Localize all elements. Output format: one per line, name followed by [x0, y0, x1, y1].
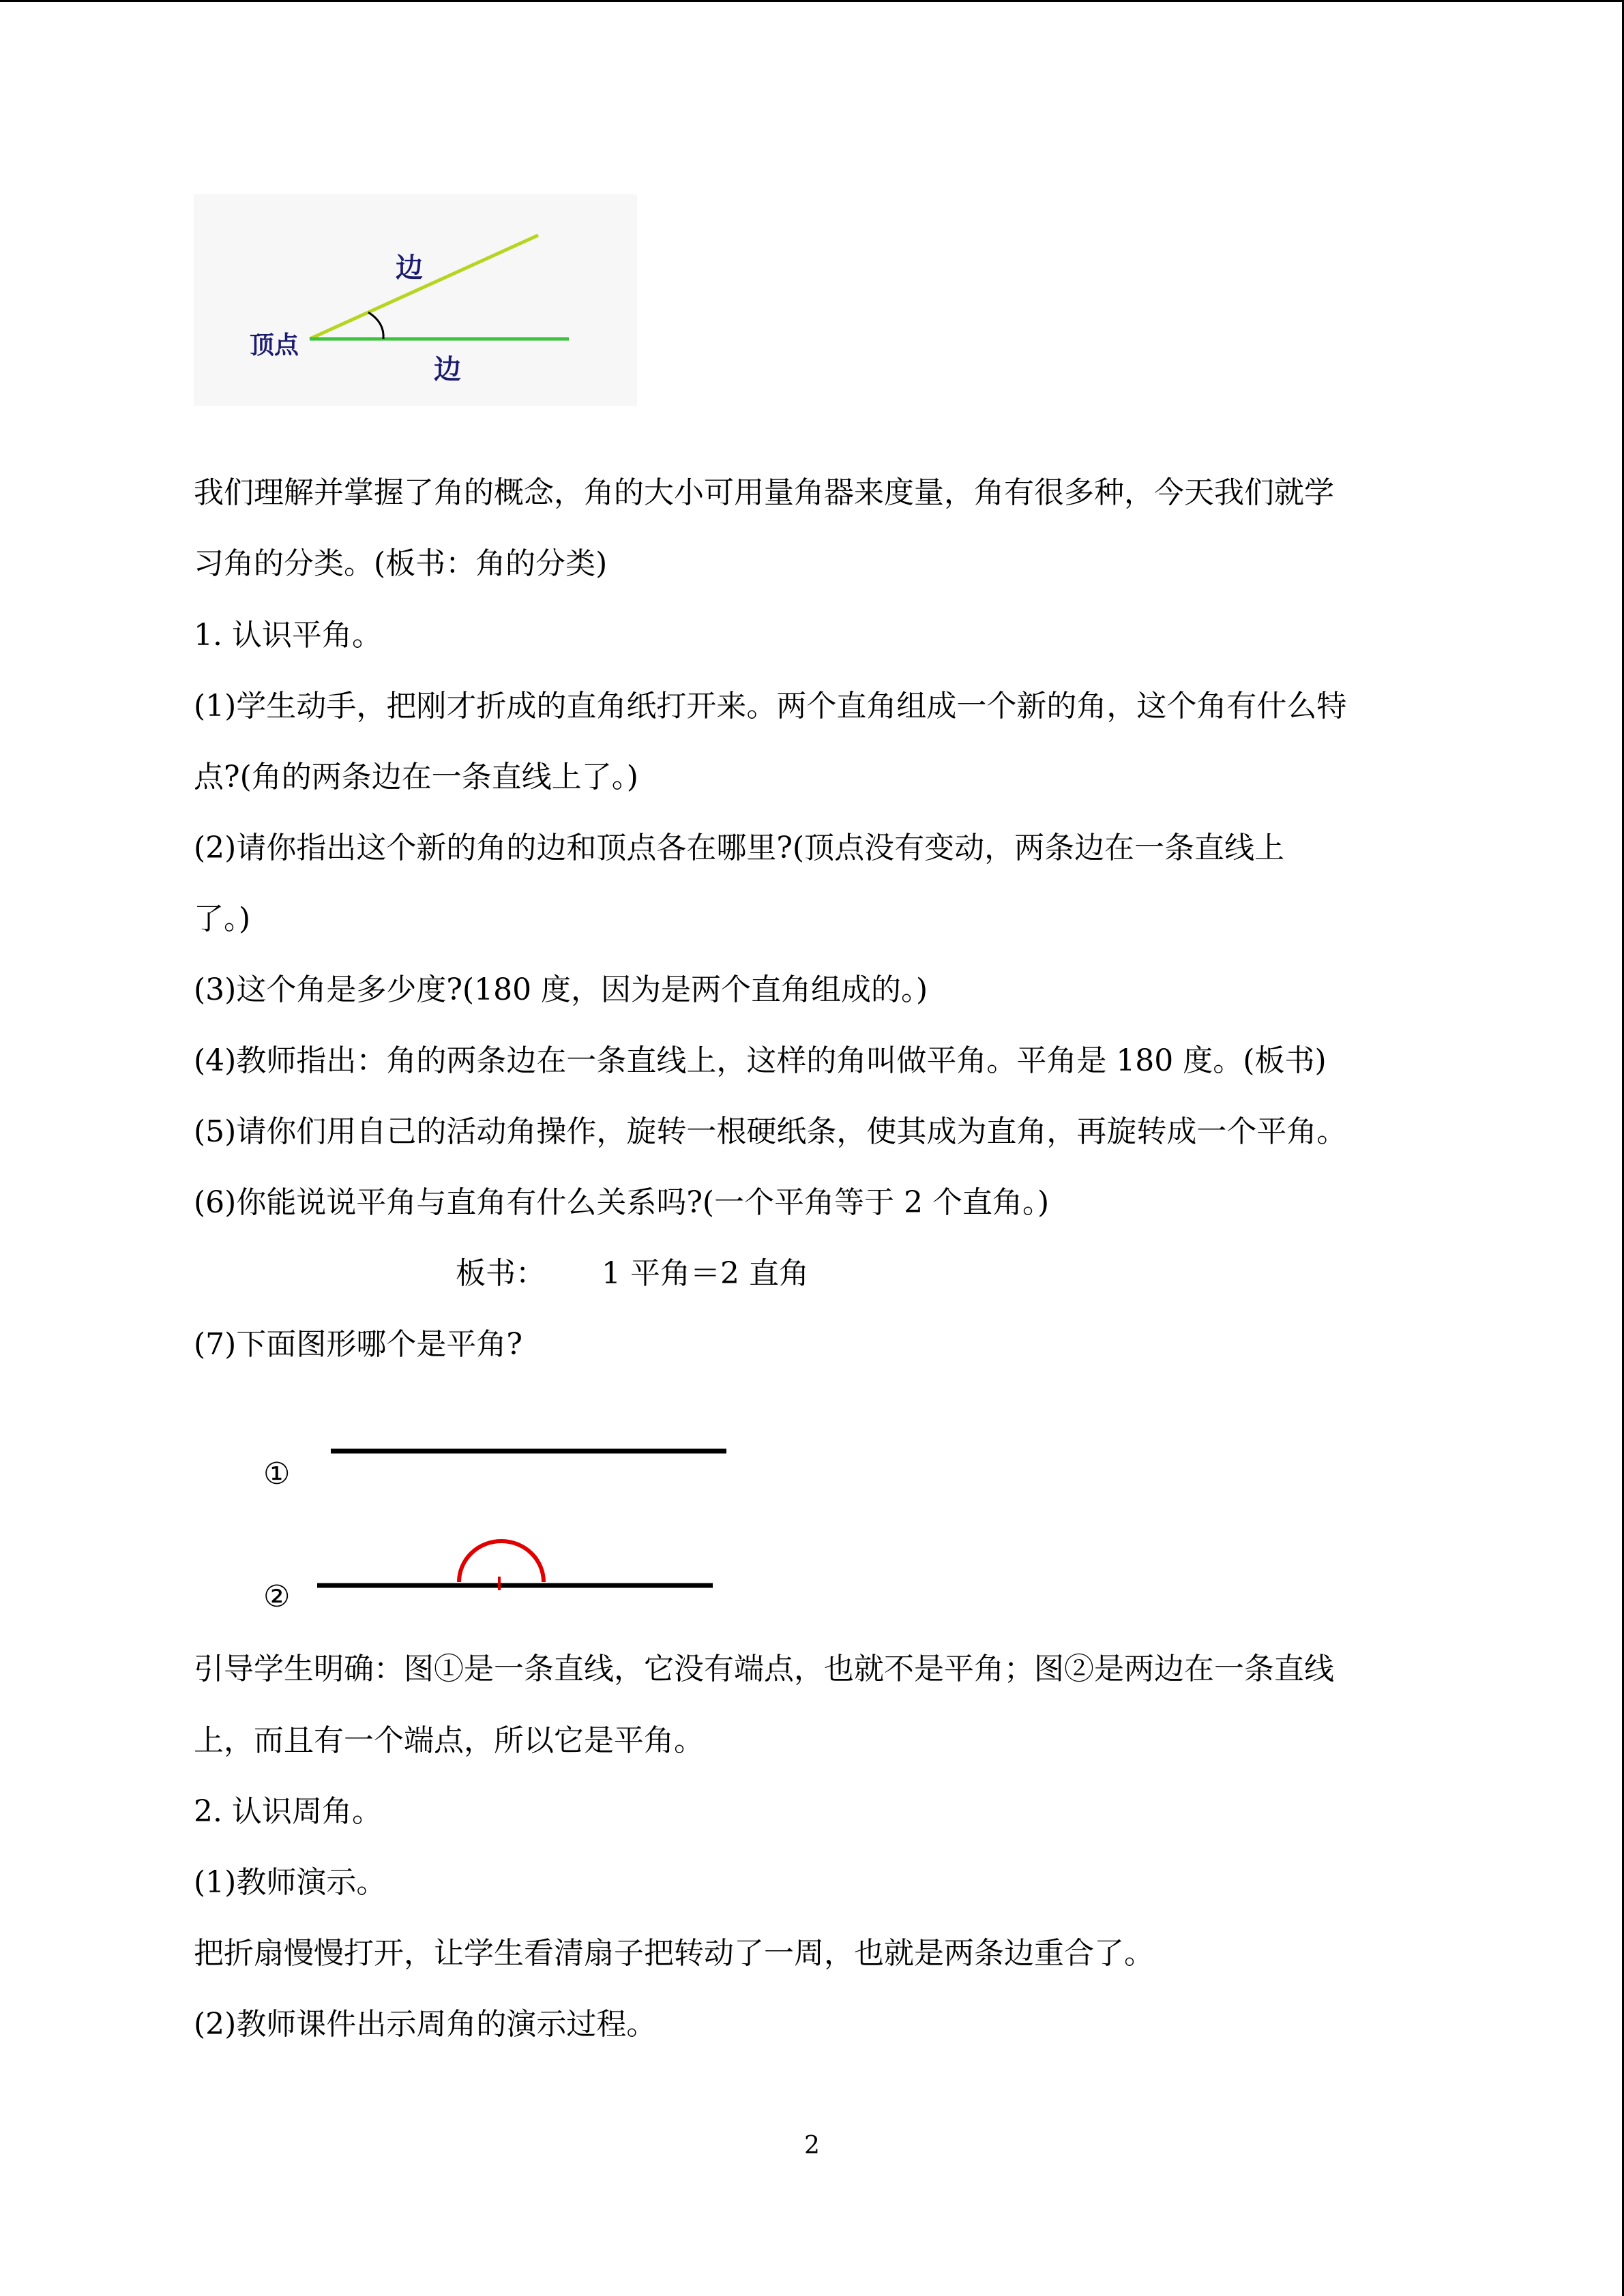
angle-diagram — [194, 194, 637, 406]
flat-angle-svg — [259, 1418, 737, 1623]
guide-line-2: 上，而且有一个端点，所以它是平角。 — [194, 1723, 704, 1758]
s1-item-2a: (2)请你指出这个新的角的边和顶点各在哪里?(顶点没有变动，两条边在一条直线上 — [194, 831, 1285, 865]
intro-line-1: 我们理解并掌握了角的概念，角的大小可用量角器来度量，角有很多种，今天我们就学 — [194, 475, 1334, 510]
vertex-label: 顶点 — [250, 331, 299, 359]
s2-item-2: (2)教师课件出示周角的演示过程。 — [194, 2007, 657, 2042]
flat-angle-figure — [259, 1418, 737, 1623]
intro-line-2: 习角的分类。(板书：角的分类) — [194, 546, 608, 581]
board-label: 板书： — [456, 1256, 546, 1291]
page-number: 2 — [804, 2132, 820, 2160]
s1-item-2b: 了。) — [194, 901, 251, 936]
guide-line-1: 引导学生明确：图①是一条直线，它没有端点，也就不是平角；图②是两边在一条直线 — [194, 1652, 1334, 1686]
flat-angle-arc — [459, 1541, 544, 1582]
s1-item-5: (5)请你们用自己的活动角操作，旋转一根硬纸条，使其成为直角，再旋转成一个平角。 — [194, 1114, 1347, 1149]
s2-item-1b: 把折扇慢慢打开，让学生看清扇子把转动了一周，也就是两条边重合了。 — [194, 1936, 1154, 1971]
section-2-heading: 2. 认识周角。 — [194, 1794, 382, 1829]
side-bottom-label: 边 — [434, 354, 461, 385]
section-1-heading: 1. 认识平角。 — [194, 618, 382, 653]
s1-item-1b: 点?(角的两条边在一条直线上了。) — [194, 760, 638, 794]
s1-item-3: (3)这个角是多少度?(180 度，因为是两个直角组成的。) — [194, 972, 928, 1007]
s2-item-1: (1)教师演示。 — [194, 1865, 387, 1900]
board-formula: 1 平角＝2 直角 — [602, 1256, 809, 1291]
s1-item-4: (4)教师指出：角的两条边在一条直线上，这样的角叫做平角。平角是 180 度。(板书) — [194, 1043, 1327, 1078]
side-top-label: 边 — [396, 252, 423, 284]
figure-1-label: ① — [263, 1457, 291, 1491]
figure-2-label: ② — [263, 1579, 291, 1614]
s1-item-7: (7)下面图形哪个是平角? — [194, 1327, 522, 1362]
diagram-background — [194, 194, 637, 406]
top-border — [0, 0, 1624, 2]
s1-item-6: (6)你能说说平角与直角有什么关系吗?(一个平角等于 2 个直角。) — [194, 1185, 1050, 1220]
angle-diagram-svg — [194, 194, 637, 406]
s1-item-1a: (1)学生动手，把刚才折成的直角纸打开来。两个直角组成一个新的角，这个角有什么特 — [194, 689, 1347, 724]
